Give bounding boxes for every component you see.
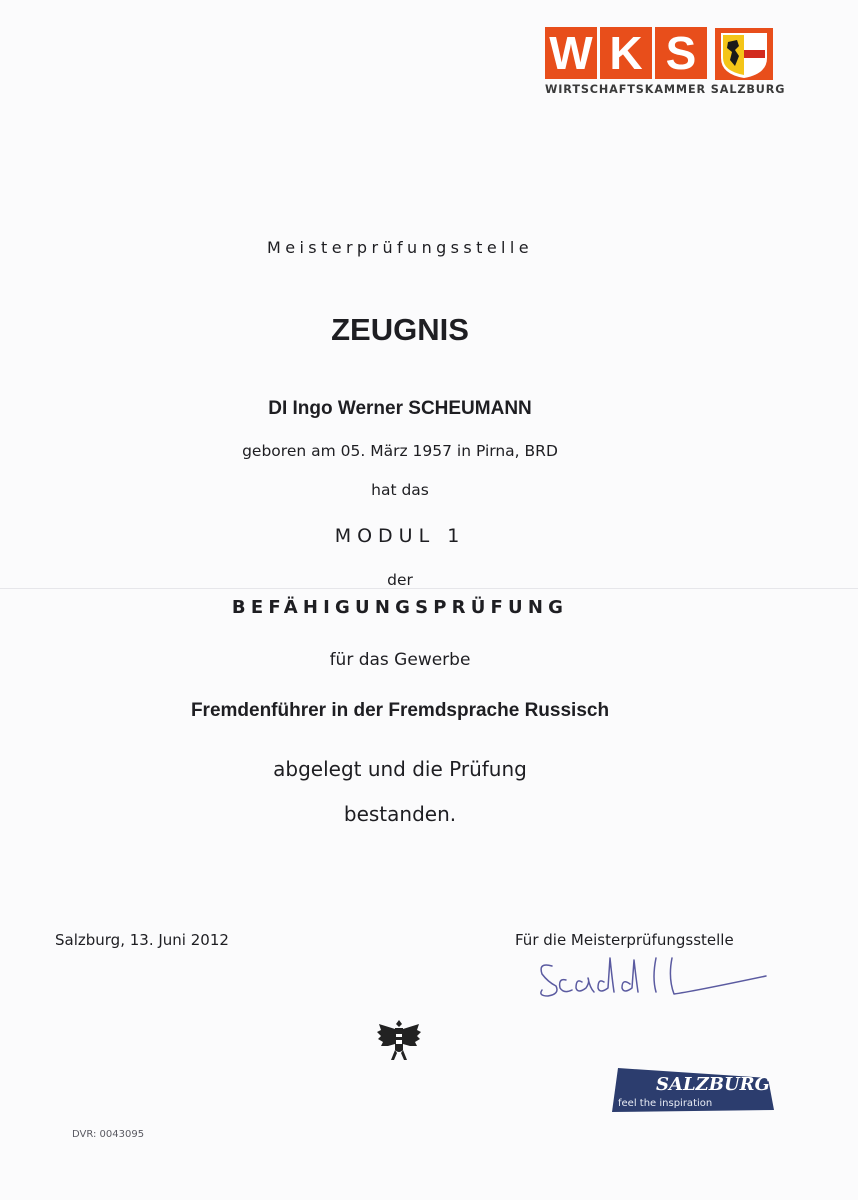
svg-text:SALZBURG: SALZBURG — [656, 1074, 771, 1095]
signer-line: Für die Meisterprüfungsstelle — [515, 931, 734, 949]
birth-line: geboren am 05. März 1957 in Pirna, BRD — [242, 442, 558, 460]
passed-line-2: bestanden. — [343, 802, 457, 826]
candidate-name: DI Ingo Werner SCHEUMANN — [268, 398, 532, 419]
svg-text:feel the inspiration: feel the inspiration — [618, 1098, 713, 1109]
wks-letter-k: K — [600, 27, 652, 79]
wks-letter-w: W — [545, 27, 597, 79]
certificate-title: ZEUGNIS — [331, 312, 469, 347]
place-and-date: Salzburg, 13. Juni 2012 — [55, 931, 229, 949]
wks-letter-blocks — [545, 27, 710, 81]
wks-logo-subtitle: WIRTSCHAFTSKAMMER SALZBURG — [545, 83, 786, 96]
dvr-number: DVR: 0043095 — [72, 1129, 145, 1140]
text-hat-das: hat das — [371, 481, 429, 499]
exam-office-heading: Meisterprüfungsstelle — [267, 238, 533, 257]
salzburg-coat-of-arms-icon — [715, 28, 773, 80]
module-label: MODUL 1 — [334, 525, 466, 547]
trade-name: Fremdenführer in der Fremdsprache Russisch — [190, 700, 610, 721]
exam-name: BEFÄHIGUNGSPRÜFUNG — [231, 597, 569, 618]
wks-letter-s: S — [655, 27, 707, 79]
handwritten-signature — [530, 948, 770, 1004]
text-der: der — [387, 571, 413, 589]
salzburg-tourism-logo — [610, 1060, 776, 1116]
austrian-eagle-emblem-icon — [375, 1014, 423, 1066]
trade-intro: für das Gewerbe — [329, 650, 471, 670]
wks-logo — [545, 27, 786, 99]
passed-line-1: abgelegt und die Prüfung — [273, 757, 527, 781]
